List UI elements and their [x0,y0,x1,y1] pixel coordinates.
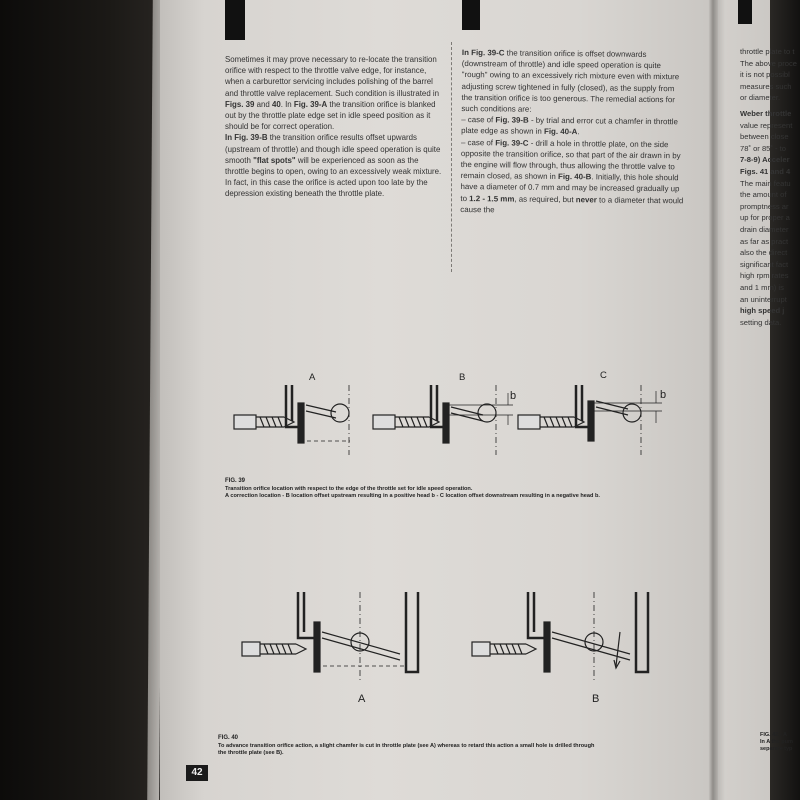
facing-page-line: drain diameter [740,225,789,234]
fig40a-diagram [242,592,418,682]
page-number: 42 [186,765,208,781]
fig39-caption-title: FIG. 39 [225,478,246,484]
facing-page-line: the amount of [740,190,787,200]
section-tab-middle [462,0,480,30]
fig40-label-a: A [358,693,366,705]
facing-page-line: significant fact [740,259,789,269]
facing-page-line: Weber throttle [740,109,792,118]
facing-page-line: an uninterrupt [740,294,787,304]
dark-background-left [0,0,155,800]
facing-page-line: or diameter. [740,93,781,103]
fig39b-diagram [373,385,513,455]
fig39-diagrams [226,385,686,455]
facing-page-line: as far as pract [740,236,789,246]
paragraph: Sometimes it may prove necessary to re-locate the transition orifice with respect to the throttle valve edge, for instance, when a carburettor servicing includes polishing of the barrel and throttle valve replacement. Such condition is illustrated in Figs. 39 and 40. In Fig. 39-A the transition orifice is blanked out by the throttle plate edge set in idle speed position as it should be for correct operation. [225,55,440,132]
fig39-caption-line2: A correction location - B location offset upstream resulting in a positive head b - C location offset downstream resulting in a negative head b. [225,493,600,500]
list-item: – case of Fig. 39-B - by trial and error cut a chamfer in throttle plate edge as shown in Fig. 40-A. [461,115,678,137]
fig40-diagrams [240,592,670,682]
facing-page-line: promptness ar [740,201,789,211]
facing-page-line: high speed j [740,306,785,316]
facing-caption-line1: In A the pum [760,739,793,745]
facing-page-line: between close [740,132,789,142]
fig39c-diagram [518,385,662,455]
text-column-right [460,47,687,217]
fig40-label-b: B [592,693,600,705]
book-gutter [708,0,718,800]
section-tab-right [738,0,752,24]
facing-page-line: it is not possibl [740,70,790,80]
facing-page-line: up for proper a [740,213,790,223]
fig39-label-c: C [600,370,607,381]
facing-page-line: also the direct [740,248,788,258]
facing-page-line: The above proce [740,58,797,68]
facing-page-line: value represent [740,120,793,130]
fig39c-head-label: b [660,389,667,401]
fig39-label-a: A [309,372,316,383]
facing-page-line: measures such [740,81,792,91]
facing-page-line: and 1 mm) is [740,283,784,292]
facing-page-line: The main featu [740,178,791,188]
facing-page-line: throttle plate to t [740,47,795,56]
facing-caption-line2: separate typ [760,746,793,752]
fig40-caption-title: FIG. 40 [218,735,239,741]
text-column-left [225,54,443,200]
fig39-caption-line1: Transition orifice location with respect to the edge of the throttle set for idle speed operation. [225,485,473,492]
fig39-label-b: B [459,372,466,383]
list-item: – case of Fig. 39-C - drill a hole in throttle plate, on the side opposite the transition orifice, so that part of the air drawn in by the engine will flow through, thus allowing the throttle valve to remain closed, as shown in Fig. 40-B. Initially, this hole should have a diameter of 0.7 mm and may be increased gradually up to 1.2 - 1.5 mm, as required, but never to a diameter that would cause the [460,137,684,215]
column-divider [451,42,453,272]
fig40b-diagram [472,592,648,682]
facing-page-caption [760,732,793,753]
fig40-caption-line1: To advance transition orifice action, a slight chamfer is cut in throttle plate (see A) whereas to retard this action a small hole is drilled through [218,742,595,749]
facing-page-line: high rpm rates [740,271,789,281]
facing-page-line: 78˚ or 85˚ - to [740,143,787,153]
section-tab-left [225,0,245,40]
fig39-caption [225,478,695,501]
facing-page-line: 7-8-9) Acceler [740,155,790,165]
fig40-caption-line2: the throttle plate (see B). [218,750,284,757]
fig40-caption [218,735,703,758]
paragraph: In Fig. 39-C the transition orifice is offset downwards (downstream of throttle) and idle speed operation is quite "rough" owing to an excessively rich mixture even with mixture adjusting screw tightened in fully (closed), as the supply from the transition orifice is too generous. The remedial actions for such conditions are: [461,47,680,114]
facing-caption-title: FIG. 42 - A [760,732,787,738]
facing-page-line: Figs. 41 and 4 [740,167,791,176]
paragraph: In Fig. 39-B the transition orifice results offset upwards (upstream of throttle) and though idle speed operation is quite smooth "flat spots" will be experienced as soon as the throttle begins to open, owing to an excessively weak mixture. In fact, in this case the orifice is acted upon too late by the depression existing beneath the throttle plate. [225,133,442,199]
fig39b-head-label: b [510,390,517,402]
fig39a-diagram [234,385,350,455]
facing-page-line: setting data. [740,317,782,327]
